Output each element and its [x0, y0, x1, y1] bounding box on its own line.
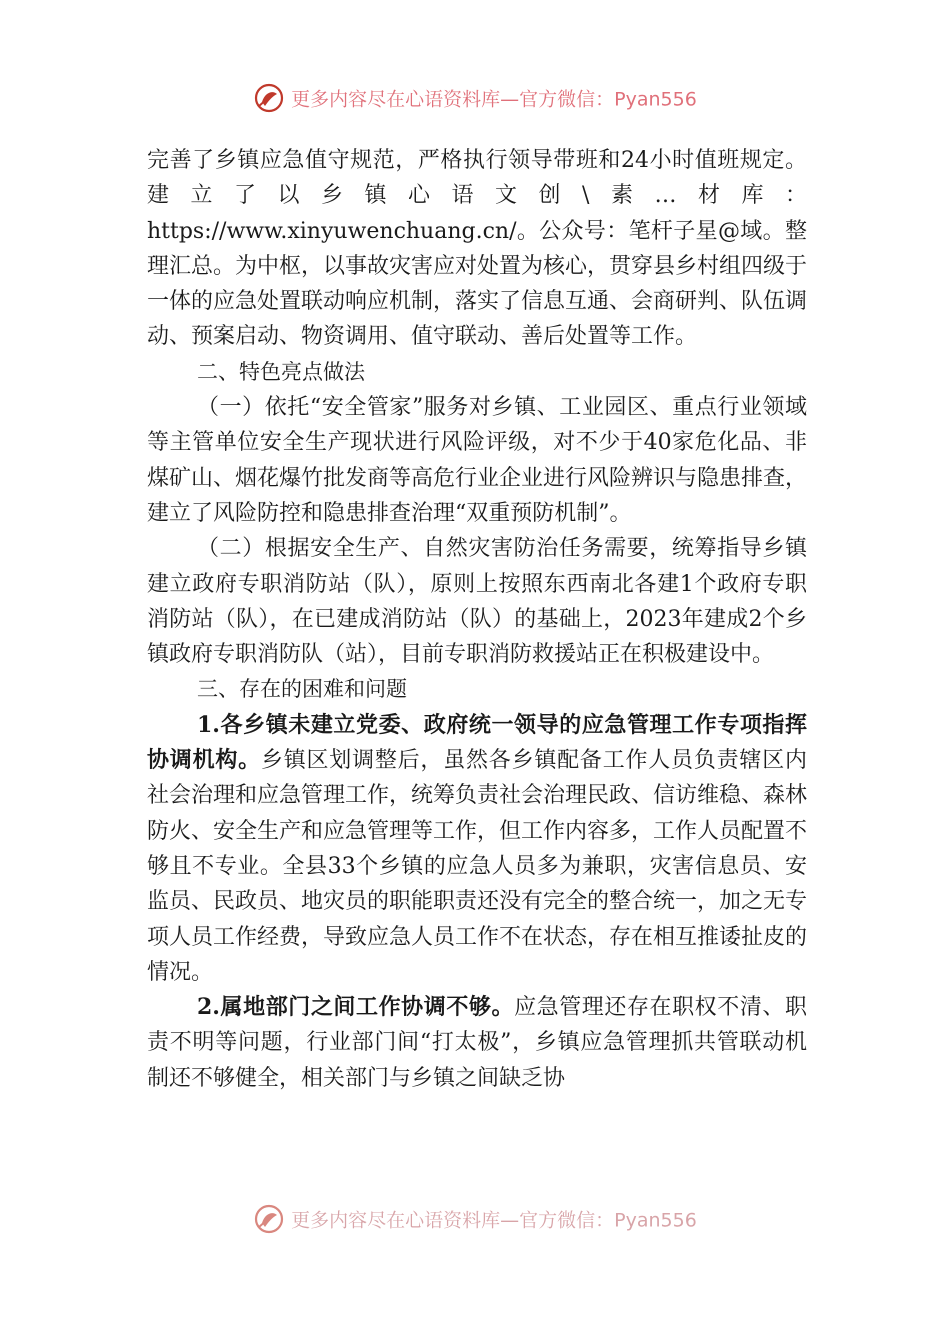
footer-logo-icon — [253, 1203, 285, 1235]
problem-2-title: 2.属地部门之间工作协调不够。 — [197, 994, 515, 1021]
document-text-area — [147, 143, 807, 1205]
footer-watermark-text: 更多内容尽在心语资料库—官方微信：Pyan556 — [291, 1209, 697, 1232]
paragraph-emergency-duty: 完善了乡镇应急值守规范，严格执行领导带班和24小时值班规定。建立了以乡镇心语文创\素…材库：https://www.xinyuwenchuang.cn/。公众号：笔杆子星@域。整理汇总。为中枢，以事故灾害应对处置为核心，贯穿县乡村组四级于一体的应急处置联动响应机制，落实了信息互通、会商研判、队伍调动、预案启动、物资调用、值守联动、善后处置等工作。 — [147, 148, 807, 350]
paragraph-problem-2 — [147, 990, 807, 1096]
brand-logo-icon — [253, 82, 285, 114]
problem-1-title: 1.各乡镇未建立党委、政府统一领导的应急管理工作专项指挥协调机构。 — [147, 711, 807, 774]
problem-2-body: 应急管理还存在职权不清、职责不明等问题，行业部门间“打太极”，乡镇应急管理抓共管联动机制还不够健全，相关部门与乡镇之间缺乏协 — [147, 995, 807, 1091]
paragraph-fire-stations: （二）根据安全生产、自然灾害防治任务需要，统筹指导乡镇建立政府专职消防站（队），原则上按照东西南北各建1个政府专职消防站（队），在已建成消防站（队）的基础上，2023年建成2个乡镇政府专职消防队（站），目前专职消防救援站正在积极建设中。 — [147, 536, 807, 668]
paragraph-safety-steward: （一）依托“安全管家”服务对乡镇、工业园区、重点行业领域等主管单位安全生产现状进行风险评级，对不少于40家危化品、非煤矿山、烟花爆竹批发商等高危行业企业进行风险辨识与隐患排查，建立了风险防控和隐患排查治理“双重预防机制”。 — [147, 395, 807, 526]
section-heading-highlights: 二、特色亮点做法 — [197, 359, 365, 384]
paragraph-problem-1 — [147, 708, 807, 990]
problem-1-body: 乡镇区划调整后，虽然各乡镇配备工作人员负责辖区内社会治理和应急管理工作，统筹负责社会治理民政、信访维稳、森林防火、安全生产和应急管理等工作，但工作内容多，工作人员配置不够且不专业。全县33个乡镇的应急人员多为兼职，灾害信息员、安监员、民政员、地灾员的职能职责还没有完全的整合统一，加之无专项人员工作经费，导致应急人员工作不在状态，存在相互推诿扯皮的情况。 — [147, 748, 807, 985]
header-watermark-text: 更多内容尽在心语资料库—官方微信：Pyan556 — [291, 88, 697, 111]
footer-watermark — [0, 1203, 950, 1247]
section-heading-problems: 三、存在的困难和问题 — [197, 677, 407, 702]
document-body — [147, 143, 807, 1205]
header-watermark — [0, 82, 950, 126]
